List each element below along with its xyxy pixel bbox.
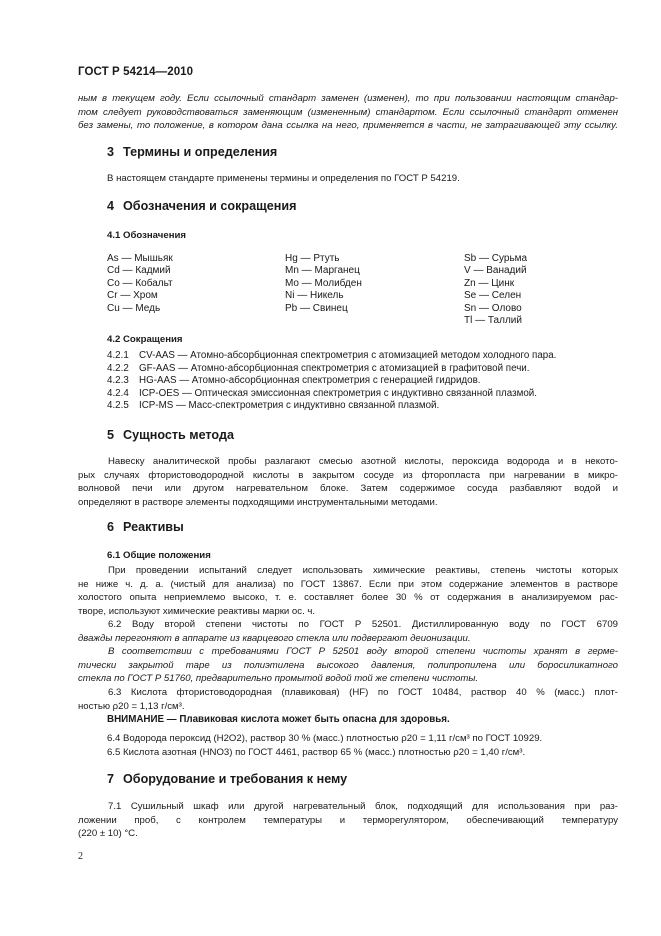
subsection-6-1-heading: 6.1 Общие положения [107,550,211,561]
section-3-text: В настоящем стандарте применены термины и определения по ГОСТ Р 54219. [107,173,460,184]
document-code-header: ГОСТ Р 54214—2010 [78,66,194,78]
symbol-entry: Hg — Ртуть [285,253,340,264]
text-line: стекла по ГОСТ Р 51760, предварительно промытой водой той же степени чистоты. [78,673,479,685]
section-3-heading: 3 Термины и определения [107,145,278,159]
text-line: том следует руководствоваться заменяющим (измененным) стандартом. Если ссылочный стандарт отменен [78,106,618,118]
paragraph-7-1 [78,800,618,841]
symbol-entry: Sn — Олово [464,302,522,314]
hf-warning: ВНИМАНИЕ — Плавиковая кислота может быть опасна для здоровья. [107,714,450,725]
text-line: ностью ρ20 = 1,13 г/см³. [78,700,185,712]
abbreviation-item: 4.2.2 GF-AAS — Атомно-абсорбционная спектрометрия с атомизацией в графитовой печи. [107,362,530,374]
symbol-entry: Cr — Хром [107,290,158,302]
symbol-entry: Zn — Цинк [464,277,515,289]
page-number: 2 [78,851,83,862]
text-line: волновой печи или другом нагревательном блоке. Затем содержимое сосуда разбавляют водой и [78,483,618,495]
symbol-entry: Cu — Медь [107,302,161,314]
symbol-entry: Se — Селен [464,290,522,302]
symbol-entry: Sb — Сурьма [464,253,528,264]
text-line: без замены, то положение, в котором дана ссылка на него, применяется в части, не затрагивающей эту ссылку. [78,120,618,132]
symbol-entry: Tl — Таллий [464,315,522,327]
symbol-entry: Ni — Никель [285,290,344,302]
paragraph-6-5: 6.5 Кислота азотная (HNO3) по ГОСТ 4461, раствор 65 % (масс.) плотностью ρ20 = 1,40 г/см³. [107,747,526,758]
abbreviation-item: 4.2.4 ICP-OES — Оптическая эмиссионная спектрометрия с индуктивно связанной плазмой. [107,387,537,399]
symbols-column-3 [464,253,527,327]
symbol-entry: Mo — Молибден [285,277,362,289]
symbol-entry: Cd — Кадмий [107,265,171,277]
abbreviation-item: 4.2.1 CV-AAS — Атомно-абсорбционная спектрометрия с атомизацией методом холодного пара. [107,350,557,361]
text-line: В соответствии с требованиями ГОСТ Р 52501 воду второй степени чистоты хранят в герме- [108,646,618,657]
abbreviation-item: 4.2.3 HG-AAS — Атомно-абсорбционная спектрометрия с генерацией гидридов. [107,375,481,387]
text-line: творе, используют химические реактивы марки ос. ч. [78,605,316,617]
abbreviations-list [107,350,556,413]
text-line: (220 ± 10) °С. [78,828,138,840]
symbol-entry: Mn — Марганец [285,265,360,277]
symbol-entry: Pb — Свинец [285,302,348,314]
text-line: 6.3 Кислота фтористоводородная (плавиковая) (HF) по ГОСТ 10484, раствор 40 % (масс.) плот- [108,687,618,698]
section-5-heading: 5 Сущность метода [107,428,234,442]
text-line: рых случаях фтористоводородной кислоты в закрытом сосуде из фторопласта при нагревании в микро- [78,469,618,481]
text-line: тически закрытой таре из полиэтилена высокого давления, полипропилена или боросиликатного [78,659,618,671]
subsection-4-2-heading: 4.2 Сокращения [107,334,183,345]
paragraph-6-2 [78,618,618,645]
text-line: определяют в растворе элементы подходящими инструментальными методами. [78,496,438,508]
symbol-entry: Co — Кобальт [107,277,173,289]
intro-paragraph [78,92,618,133]
text-line: При проведении испытаний следует использовать химические реактивы, степень чистоты которых [108,565,618,576]
text-line: 7.1 Сушильный шкаф или другой нагревательный блок, подходящий для использования при раз- [108,801,618,812]
section-7-heading: 7 Оборудование и требования к нему [107,772,348,786]
abbreviation-item: 4.2.5 ICP-MS — Масс-спектрометрия с индуктивно связанной плазмой. [107,400,440,412]
paragraph-6-1 [78,564,618,618]
text-line: Навеску аналитической пробы разлагают смесью азотной кислоты, пероксида водорода и в некото- [108,456,618,467]
text-line: ложении проб, с контролем температуры и терморегулятором, обеспечивающий температуру [78,814,618,826]
paragraph-6-2-storage [78,645,618,686]
paragraph-6-4: 6.4 Водорода пероксид (H2O2), раствор 30 % (масс.) плотностью ρ20 = 1,11 г/см³ по ГОСТ 10929. [107,733,543,744]
text-line: не ниже ч. д. а. (чистый для анализа) по ГОСТ 13867. Если при этом содержание элементов в растворе [78,578,618,590]
text-line: дважды перегоняют в аппарате из кварцевого стекла или подвергают деионизации. [78,632,471,644]
symbols-column-2 [285,253,362,315]
symbols-column-1 [107,253,173,315]
subsection-4-1-heading: 4.1 Обозначения [107,230,186,241]
section-4-heading: 4 Обозначения и сокращения [107,199,297,213]
paragraph-6-3 [78,686,618,713]
text-line: ным в текущем году. Если ссылочный стандарт заменен (изменен), то при пользовании настоящим стандар- [78,93,618,104]
text-line: 6.2 Воду второй степени чистоты по ГОСТ Р 52501. Дистиллированную воду по ГОСТ 6709 [108,619,618,630]
symbol-entry: As — Мышьяк [107,253,173,264]
section-5-paragraph [78,455,618,509]
section-6-heading: 6 Реактивы [107,520,184,534]
text-line: холостого опыта неприемлемо высоко, т. е. составляет более 30 % от содержания в анализируемом рас- [78,592,618,604]
symbol-entry: V — Ванадий [464,265,527,277]
